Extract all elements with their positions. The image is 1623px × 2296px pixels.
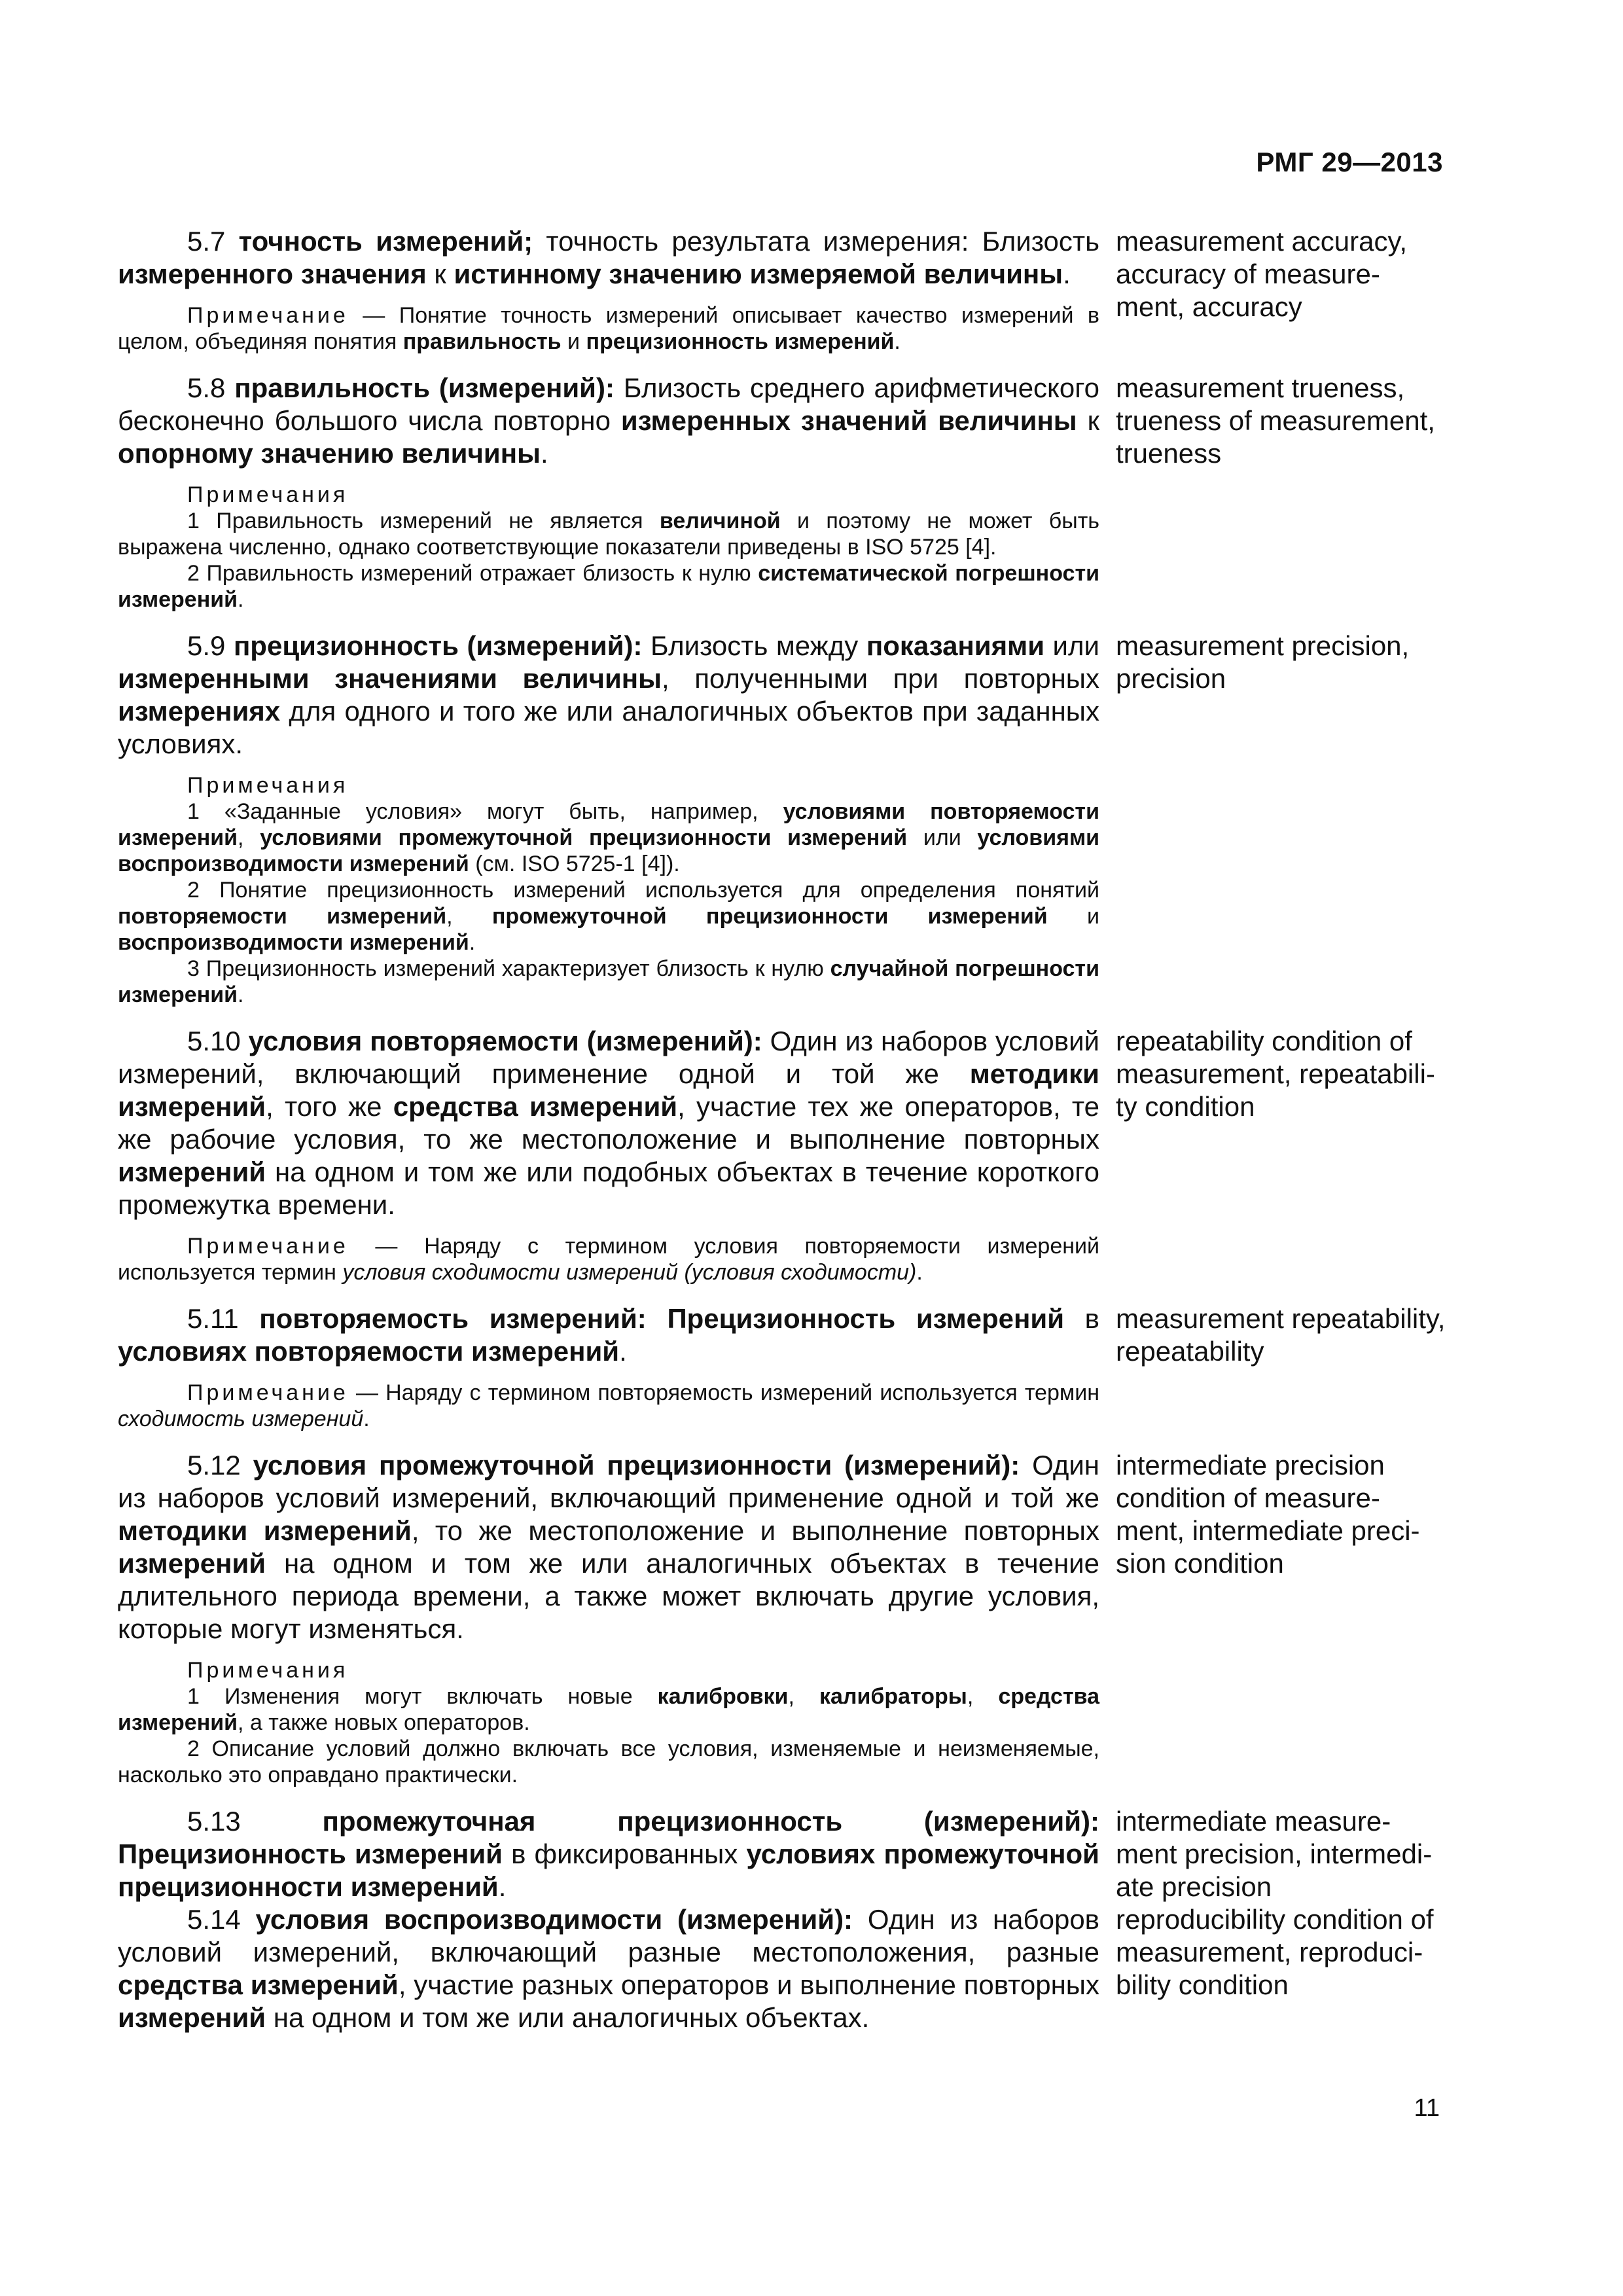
page-number: 11 (1414, 2094, 1440, 2122)
term-note: 2 Правильность измерений отражает близость к нулю систематической погрешности измерений. (118, 561, 1099, 612)
notes-heading: Примечания (187, 773, 349, 798)
notes-heading: Примечания (187, 482, 349, 507)
term-definition: 5.9 прецизионность (измерений): Близость между показаниями или измеренными значениями величины, полученными при повторных измерениях для одного и того же или аналогичных объектов при заданных условиях. (118, 630, 1099, 759)
english-equivalent: measurement repeatability, repeatability (1116, 1303, 1446, 1367)
term-note: Примечание — Наряду с термином условия повторяемости измерений используется термин условия сходимости измерений (условия сходимости). (118, 1234, 1099, 1285)
term-definition: 5.7 точность измерений; точность результата измерения: Близость измеренного значения к истинному значению измеряемой величины. (118, 226, 1099, 289)
term-definition: 5.10 условия повторяемости (измерений): Один из наборов условий измерений, включающий применение одной и той же методики измерений, того же средства измерений, участие тех же операторов, те же рабочие условия, то же местоположение и выполнение повторных измерений на одном и том же или подобных объектах в течение короткого промежутка времени. (118, 1026, 1100, 1220)
english-equivalent: intermediate measure-ment precision, intermedi-ate precision (1116, 1806, 1433, 1902)
document-id-header: РМГ 29—2013 (1256, 147, 1443, 177)
term-note: 2 Понятие прецизионность измерений используется для определения понятий повторяемости измерений, промежуточной прецизионности измерений и воспроизводимости измерений. (118, 878, 1099, 955)
term-definition: 5.8 правильность (измерений): Близость среднего арифметического бесконечно большого числа повторно измеренных значений величины к опорному значению величины. (118, 372, 1100, 469)
term-entry-5-10 (118, 1025, 1446, 1285)
term-entry-5-8 (118, 372, 1446, 613)
english-equivalent: measurement precision, precision (1116, 630, 1410, 694)
term-definition: 5.13 промежуточная прецизионность (измерений): Прецизионность измерений в фиксированных условиях промежуточной прецизионности измерений. (118, 1806, 1099, 1902)
term-note: 1 Изменения могут включать новые калибровки, калибраторы, средства измерений, а также новых операторов. (118, 1684, 1099, 1735)
term-entry-5-7 (118, 225, 1446, 355)
term-note: 2 Описание условий должно включать все условия, изменяемые и неизменяемые, насколько это оправдано практически. (118, 1736, 1099, 1787)
english-equivalent: intermediate precision condition of measure-ment, intermediate preci-sion condition (1116, 1450, 1420, 1579)
term-entry-5-14 (118, 1903, 1446, 2034)
term-note: Примечание — Наряду с термином повторяемость измерений используется термин сходимость измерений. (118, 1380, 1099, 1431)
term-entry-5-11 (118, 1302, 1446, 1432)
term-entry-5-9 (118, 630, 1446, 1008)
term-definition: 5.11 повторяемость измерений: Прецизионность измерений в условиях повторяемости измерений. (118, 1303, 1099, 1367)
english-equivalent: measurement accuracy, accuracy of measure-ment, accuracy (1116, 226, 1408, 322)
notes-heading: Примечания (187, 1658, 349, 1683)
english-equivalent: reproducibility condition of measurement, reproduci-bility condition (1116, 1904, 1434, 2000)
terms-list (118, 225, 1446, 2051)
term-note: 3 Прецизионность измерений характеризует близость к нулю случайной погрешности измерений. (118, 956, 1099, 1007)
term-entry-5-13 (118, 1805, 1446, 1903)
term-definition: 5.12 условия промежуточной прецизионности (измерений): Один из наборов условий измерений, включающий применение одной и той же методики измерений, то же местоположение и выполнение повторных измерений на одном и том же или аналогичных объектах в течение длительного периода времени, а также может включать другие условия, которые могут изменяться. (118, 1450, 1100, 1644)
english-equivalent: measurement trueness, trueness of measurement, trueness (1116, 372, 1435, 469)
english-equivalent: repeatability condition of measurement, repeatabili-ty condition (1116, 1026, 1435, 1122)
term-definition: 5.14 условия воспроизводимости (измерений): Один из наборов условий измерений, включающий разные местоположения, разные средства измерений, участие разных операторов и выполнение повторных измерений на одном и том же или аналогичных объектах. (118, 1904, 1099, 2033)
term-note: 1 Правильность измерений не является величиной и поэтому не может быть выражена численно, однако соответствующие показатели приведены в ISO 5725 [4]. (118, 509, 1100, 560)
term-note: 1 «Заданные условия» могут быть, например, условиями повторяемости измерений, условиями промежуточной прецизионности измерений или условиями воспроизводимости измерений (см. ISO 5725-1 [4]). (118, 799, 1099, 876)
term-note: Примечание — Понятие точность измерений описывает качество измерений в целом, объединяя понятия правильность и прецизионность измерений. (118, 303, 1099, 354)
term-entry-5-12 (118, 1449, 1446, 1788)
